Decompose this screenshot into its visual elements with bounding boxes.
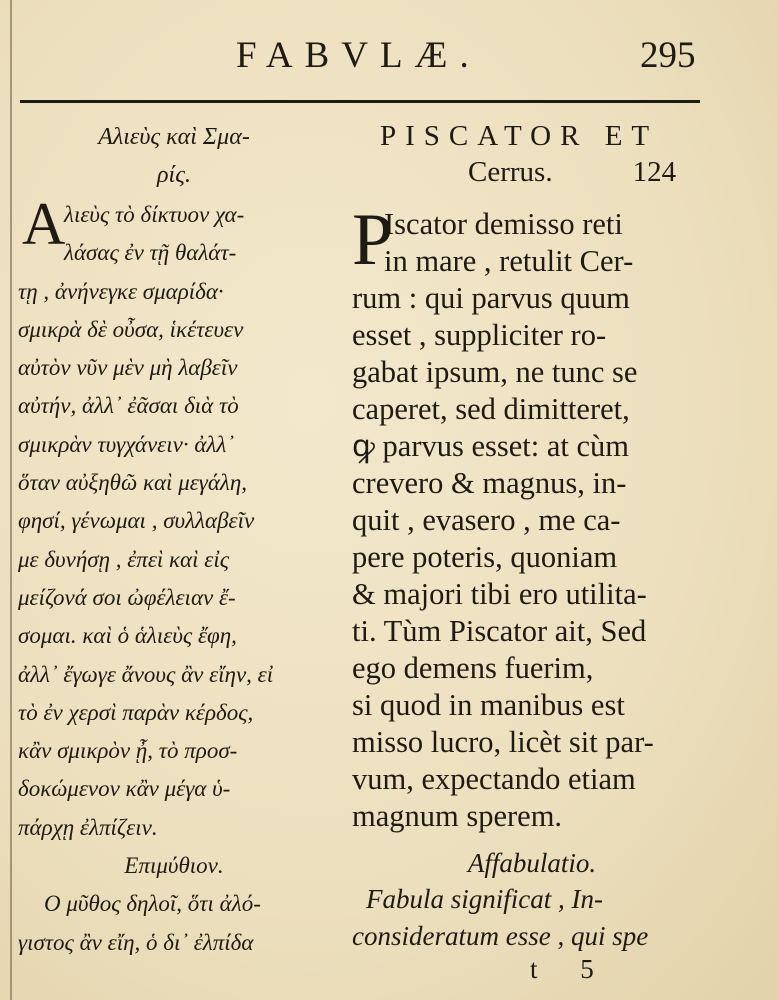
page-number: 295 <box>640 35 696 76</box>
greek-line: δοκώμενον κἂν μέγα ὑ- <box>18 776 231 802</box>
signature-mark: t 5 <box>530 954 612 984</box>
latin-moral-title: Affabulatio. <box>467 848 597 878</box>
latin-line: pere poteris, quoniam <box>352 540 618 574</box>
greek-line: αὐτὸν νῦν μὲν μὴ λαβεῖν <box>18 355 238 381</box>
latin-line: & majori tibi ero utilita- <box>352 577 647 611</box>
latin-line: si quod in manibus est <box>352 688 625 722</box>
latin-line: Iscator demisso reti <box>384 207 623 241</box>
greek-moral-title: Επιμύθιον. <box>124 853 224 879</box>
page-edge <box>10 0 12 1000</box>
greek-title-line: Αλιεὺς καὶ Σμα- <box>98 124 250 150</box>
greek-title-line: ρίς. <box>157 162 191 188</box>
latin-drop-cap: P <box>352 199 394 281</box>
greek-line: πάρχῃ ἐλπίζειν. <box>18 814 158 840</box>
latin-fable-subtitle <box>352 154 712 190</box>
greek-moral-text <box>18 885 330 962</box>
latin-line: ti. Tùm Piscator ait, Sed <box>352 614 647 648</box>
greek-line: τῃ , ἀνήνεγκε σμαρίδα· <box>18 278 224 304</box>
greek-column <box>18 118 330 962</box>
latin-line: rum : qui parvus quum <box>352 281 630 315</box>
latin-line: gabat ipsum, ne tunc se <box>352 355 638 389</box>
latin-column <box>352 118 712 955</box>
latin-line: esset , suppliciter ro- <box>352 318 607 352</box>
greek-fable-text <box>18 191 330 847</box>
greek-line: σμικρὰ δὲ οὖσα, ἱκέτευεν <box>18 316 244 342</box>
greek-fable-title <box>18 118 330 194</box>
greek-line: ὅταν αὐξηθῶ καὶ μεγάλη, <box>18 470 248 496</box>
latin-line: vum, expectando etiam <box>352 762 636 796</box>
greek-line: σομαι. καὶ ὁ ἁλιεὺς ἔφη, <box>18 623 237 649</box>
greek-line: κἂν σμικρὸν ᾖ, τὸ προσ- <box>18 738 238 764</box>
greek-moral-line: Ο μῦθος δηλοῖ, ὅτι ἀλό- <box>44 891 261 917</box>
greek-line: τὸ ἐν χερσὶ παρὰν κέρδος, <box>18 699 254 725</box>
greek-line: με δυνήσῃ , ἐπεὶ καὶ εἰς <box>18 546 230 572</box>
greek-line: λάσας ἐν τῇ θαλάτ- <box>64 240 237 266</box>
latin-moral-line: consideratum esse , qui spe <box>352 921 649 951</box>
greek-line: ἀλλ᾽ ἔγωγε ἄνους ἂν εἴην, εἰ <box>18 661 274 687</box>
latin-line: ego demens fuerim, <box>352 651 594 685</box>
latin-line: magnum sperem. <box>352 799 563 833</box>
latin-title-word: Cerrus. <box>468 156 553 188</box>
latin-line: in mare , retulit Cer- <box>384 244 634 278</box>
latin-moral-line: Fabula significat , In- <box>366 884 603 914</box>
latin-line: caperet, sed dimitteret, <box>352 392 630 426</box>
latin-line: misso lucro, licèt sit par- <box>352 725 654 759</box>
greek-line: φησί, γένωμαι , συλλαβεῖν <box>18 508 255 534</box>
fable-number: 124 <box>632 156 677 188</box>
header-rule <box>20 100 700 103</box>
latin-fable-text <box>352 199 712 835</box>
latin-line: ꝙ parvus esset: at cùm <box>352 429 630 463</box>
greek-drop-cap: Α <box>22 191 66 257</box>
running-title: FABVLÆ. <box>236 35 481 76</box>
latin-fable-title: PISCATOR ET <box>380 120 659 152</box>
greek-moral-line: γιστος ἂν εἴη, ὁ δι᾽ ἐλπίδα <box>18 929 254 955</box>
greek-line: μείζονά σοι ὠφέλειαν ἔ- <box>18 584 236 610</box>
greek-line: σμικρὰν τυγχάνειν· ἀλλ᾽ <box>18 431 234 457</box>
greek-line: λιεὺς τὸ δίκτυον χα- <box>64 202 245 227</box>
greek-line: αὐτήν, ἀλλ᾽ ἐᾶσαι διὰ τὸ <box>18 393 239 419</box>
latin-line: crevero & magnus, in- <box>352 466 627 500</box>
latin-line: quit , evasero , me ca- <box>352 503 621 537</box>
